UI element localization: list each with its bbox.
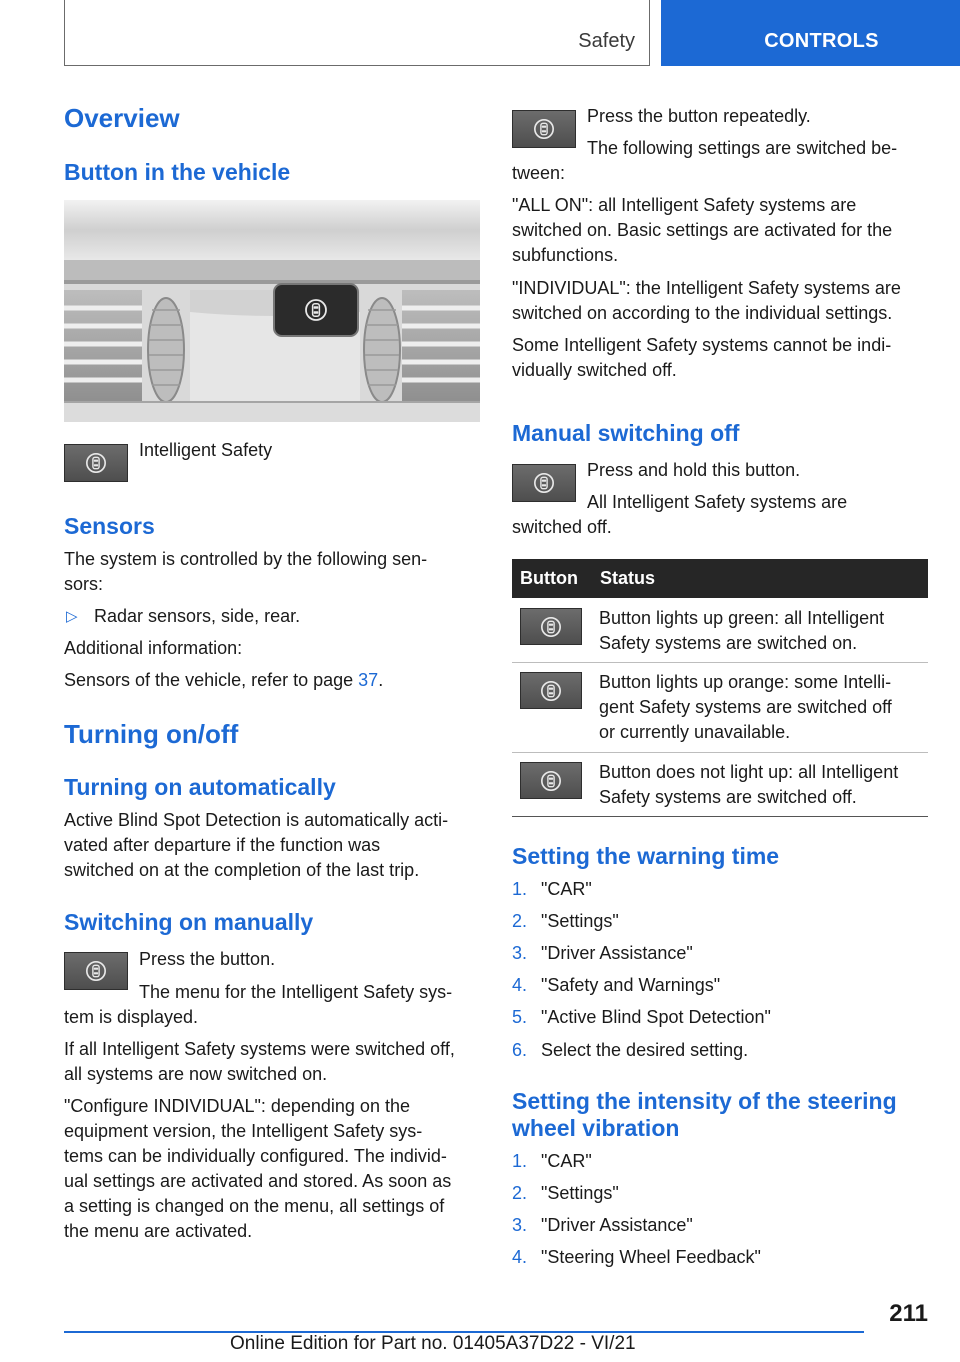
intelligent-safety-button-icon — [512, 110, 576, 148]
intelligent-safety-button-icon — [64, 952, 128, 990]
column-header-status: Status — [600, 568, 656, 588]
following-text-line-1: The following settings are switched be- — [587, 138, 898, 158]
table-bottom-rule — [512, 816, 928, 817]
step-number: 5. — [512, 1007, 528, 1027]
individual-text-line-1: "INDIVIDUAL": the Intelligent Safety systems are — [512, 278, 901, 298]
refer-text: Sensors of the vehicle, refer to page — [64, 670, 359, 690]
menu-text-line-1: The menu for the Intelligent Safety sys- — [139, 982, 453, 1002]
bullet-radar-sensors: Radar sensors, side, rear. — [94, 606, 301, 626]
step-number: 1. — [512, 1151, 528, 1171]
bullet-triangle-icon: ▷ — [66, 608, 78, 625]
warning-step-5: "Active Blind Spot Detection" — [541, 1007, 771, 1027]
status-row-1-line-1: Button lights up green: all Intelligent — [599, 608, 885, 628]
auto-text-line-1: Active Blind Spot Detection is automatically acti- — [64, 810, 449, 830]
intensity-step-2: "Settings" — [541, 1183, 619, 1203]
auto-text-line-2: vated after departure if the function was — [64, 835, 381, 855]
header-chapter-tab — [661, 0, 960, 66]
heading-turning-on-automatically: Turning on automatically — [64, 774, 336, 800]
column-header-button: Button — [520, 568, 578, 588]
button-off-icon — [520, 762, 582, 799]
step-number: 6. — [512, 1040, 528, 1060]
status-row-3-line-1: Button does not light up: all Intelligent — [599, 762, 899, 782]
individual-text-line-2: switched on according to the individual settings. — [512, 303, 893, 323]
page-link-37[interactable]: 37 — [358, 670, 379, 690]
icon-caption-intelligent-safety: Intelligent Safety — [139, 440, 273, 460]
status-row-2-line-2: gent Safety systems are switched off — [599, 697, 892, 717]
all-off-text-line-1: All Intelligent Safety systems are — [587, 492, 848, 512]
refer-end: . — [378, 670, 384, 690]
config-text-line-2: equipment version, the Intelligent Safety sys- — [64, 1121, 423, 1141]
step-number: 2. — [512, 1183, 528, 1203]
warning-step-6: Select the desired setting. — [541, 1040, 749, 1060]
press-hold-text: Press and hold this button. — [587, 460, 801, 480]
page-number: 211 — [889, 1300, 928, 1327]
allon-text-line-2: switched on. Basic settings are activated for the — [512, 220, 893, 240]
heading-setting-warning-time: Setting the warning time — [512, 843, 780, 869]
status-row-2-line-3: or currently unavailable. — [599, 722, 791, 742]
vehicle-button-photo — [64, 200, 480, 422]
config-text-line-3: tems can be individually configured. The individ- — [64, 1146, 447, 1166]
additional-info-label: Additional information: — [64, 638, 243, 658]
status-row-1-line-2: Safety systems are switched on. — [599, 633, 858, 653]
header-section-box — [64, 0, 650, 66]
ifall-text-line-2: all systems are now switched on. — [64, 1064, 328, 1084]
intelligent-safety-button-icon — [512, 464, 576, 502]
table-row-divider — [512, 662, 928, 663]
button-orange-icon — [520, 672, 582, 709]
table-row-divider — [512, 752, 928, 753]
heading-turning-on-off: Turning on/off — [64, 719, 239, 749]
step-number: 1. — [512, 879, 528, 899]
heading-intensity-line-1: Setting the intensity of the steering — [512, 1088, 897, 1114]
step-number: 3. — [512, 943, 528, 963]
refer-page-text — [64, 668, 383, 693]
step-number: 4. — [512, 1247, 528, 1267]
heading-switching-on-manually: Switching on manually — [64, 909, 314, 935]
allon-text-line-3: subfunctions. — [512, 245, 619, 265]
following-text-line-2: tween: — [512, 163, 566, 183]
config-text-line-6: the menu are activated. — [64, 1221, 253, 1241]
step-number: 2. — [512, 911, 528, 931]
press-repeat-text: Press the button repeatedly. — [587, 106, 811, 126]
intelligent-safety-button-icon — [64, 444, 128, 482]
warning-step-2: "Settings" — [541, 911, 619, 931]
config-text-line-4: ual settings are activated and stored. As soon as — [64, 1171, 452, 1191]
status-row-2-line-1: Button lights up orange: some Intelli- — [599, 672, 892, 692]
some-text-line-2: vidually switched off. — [512, 360, 677, 380]
header-chapter-title: CONTROLS — [764, 30, 879, 52]
status-table-header — [512, 559, 928, 598]
button-green-icon — [520, 608, 582, 645]
step-number: 3. — [512, 1215, 528, 1235]
some-text-line-1: Some Intelligent Safety systems cannot be indi- — [512, 335, 892, 355]
ifall-text-line-1: If all Intelligent Safety systems were switched off, — [64, 1039, 455, 1059]
all-off-text-line-2: switched off. — [512, 517, 612, 537]
warning-step-4: "Safety and Warnings" — [541, 975, 721, 995]
config-text-line-5: a setting is changed on the menu, all settings of — [64, 1196, 445, 1216]
heading-button-in-vehicle: Button in the vehicle — [64, 159, 291, 185]
allon-text-line-1: "ALL ON": all Intelligent Safety systems are — [512, 195, 857, 215]
warning-step-1: "CAR" — [541, 879, 592, 899]
sensors-text-line-2: sors: — [64, 574, 104, 594]
sensors-text-line-1: The system is controlled by the following sen- — [64, 549, 428, 569]
footer-edition-text: Online Edition for Part no. 01405A37D22 - VI/21 — [230, 1333, 636, 1354]
heading-intensity-line-2: wheel vibration — [512, 1115, 680, 1141]
press-button-text: Press the button. — [139, 949, 276, 969]
intensity-step-1: "CAR" — [541, 1151, 592, 1171]
heading-sensors: Sensors — [64, 513, 155, 539]
auto-text-line-3: switched on at the completion of the last trip. — [64, 860, 420, 880]
warning-step-3: "Driver Assistance" — [541, 943, 693, 963]
intensity-step-3: "Driver Assistance" — [541, 1215, 693, 1235]
header-section-title: Safety — [578, 30, 635, 52]
heading-overview: Overview — [64, 103, 180, 133]
config-text-line-1: "Configure INDIVIDUAL": depending on the — [64, 1096, 410, 1116]
menu-text-line-2: tem is displayed. — [64, 1007, 199, 1027]
heading-manual-switching-off: Manual switching off — [512, 420, 740, 446]
status-row-3-line-2: Safety systems are switched off. — [599, 787, 857, 807]
intensity-step-4: "Steering Wheel Feedback" — [541, 1247, 761, 1267]
step-number: 4. — [512, 975, 528, 995]
